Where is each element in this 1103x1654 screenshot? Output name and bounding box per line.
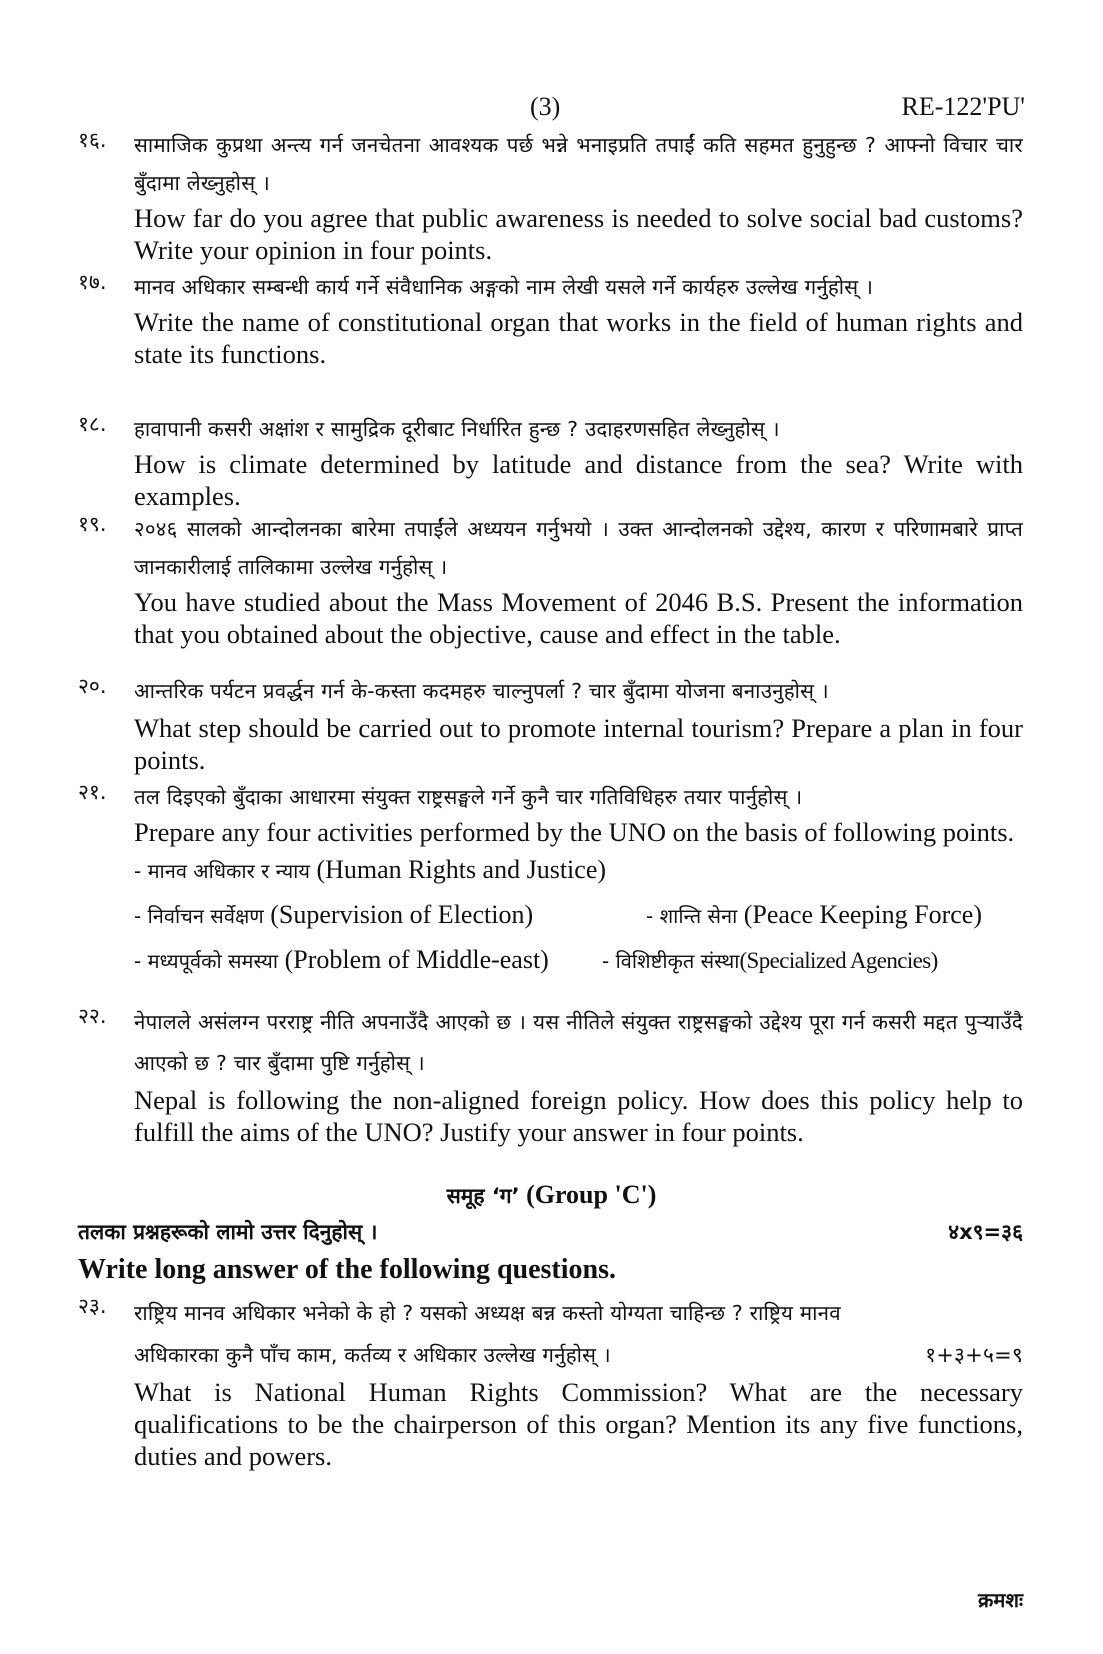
paper-code: RE-122'PU': [901, 92, 1025, 121]
group-c-instruction-nepali: [78, 1218, 1023, 1246]
question-marks: १+३+५=९: [925, 1343, 1023, 1367]
point-line-3: [134, 938, 1023, 983]
point-line-1: [134, 848, 1023, 893]
question-text-nepali: २०४६ सालको आन्दोलनका बारेमा तपाईंले अध्ययन गर्नुभयो । उक्त आन्दोलनको उद्देश्य, कारण र परिणामबारे प्राप्त जानकारीलाई तालिकामा उल्लेख गर्नुहोस् ।: [134, 517, 1023, 579]
question-text-nepali: सामाजिक कुप्रथा अन्त्य गर्न जनचेतना आवश्यक पर्छ भन्ने भनाइप्रति तपाईं कति सहमत हुनुहुन्छ ? आफ्नो विचार चार बुँदामा लेख्नुहोस् ।: [134, 133, 1023, 195]
question-number: १९.: [78, 512, 107, 536]
question-number: २३.: [78, 1294, 107, 1318]
question-22: [78, 1002, 1023, 1148]
point-english: (Peace Keeping Force): [737, 900, 982, 929]
point-english: (Supervision of Election): [263, 900, 534, 929]
question-number: २१.: [78, 780, 107, 804]
point-nepali: - मध्यपूर्वको समस्या: [134, 949, 279, 973]
question-20: [78, 672, 1023, 776]
question-text-english: How far do you agree that public awareness is needed to solve social bad customs? Write your opinion in four points.: [134, 203, 1023, 265]
group-c-title: [0, 1180, 1103, 1210]
question-text-english: Nepal is following the non-aligned foreign policy. How does this policy help to fulfill the aims of the UNO? Justify your answer in four points.: [134, 1085, 1023, 1147]
question-23: [78, 1292, 1023, 1472]
question-number: २०.: [78, 674, 107, 698]
question-text-nepali: तल दिइएको बुँदाका आधारमा संयुक्त राष्ट्रसङ्घले गर्ने कुनै चार गतिविधिहरु तयार पार्नुहोस् ।: [134, 785, 803, 809]
question-19: [78, 510, 1023, 650]
point-nepali: - विशिष्टीकृत संस्था: [602, 949, 740, 973]
group-c-instruction-english: Write long answer of the following questions.: [78, 1254, 616, 1285]
question-text-nepali: अधिकारका कुनै पाँच काम, कर्तव्य र अधिकार उल्लेख गर्नुहोस् ।: [134, 1343, 611, 1367]
question-text-nepali-line-2: [134, 1334, 1023, 1376]
point-nepali: - मानव अधिकार र न्याय: [134, 859, 310, 883]
point-english: (Specialized Agencies): [739, 948, 938, 973]
question-text-english: How is climate determined by latitude and distance from the sea? Write with examples.: [134, 449, 1023, 511]
question-text-nepali: हावापानी कसरी अक्षांश र सामुद्रिक दूरीबाट निर्धारित हुन्छ ? उदाहरणसहित लेख्नुहोस् ।: [134, 417, 780, 441]
point-line-2: [134, 893, 1023, 938]
question-number: १८.: [78, 412, 107, 436]
question-text-nepali: आन्तरिक पर्यटन प्रवर्द्धन गर्न के-कस्ता कदमहरु चाल्नुपर्ला ? चार बुँदामा योजना बनाउनुहोस् ।: [134, 679, 829, 703]
page-number: (3): [530, 92, 561, 121]
question-number: १६.: [78, 128, 107, 152]
point-nepali: - निर्वाचन सर्वेक्षण: [134, 904, 264, 928]
question-text-english: Prepare any four activities performed by the UNO on the basis of following points.: [134, 817, 1015, 847]
point-english: (Problem of Middle-east): [278, 945, 549, 974]
question-18: [78, 410, 1023, 512]
question-17: [78, 268, 1023, 370]
question-text-nepali: मानव अधिकार सम्बन्धी कार्य गर्ने संवैधानिक अङ्गको नाम लेखी यसले गर्ने कार्यहरु उल्लेख गर्नुहोस् ।: [134, 275, 874, 299]
group-title-english: (Group 'C'): [519, 1180, 657, 1209]
question-text-english: What step should be carried out to promote internal tourism? Prepare a plan in four points.: [134, 713, 1023, 775]
page-header: [0, 92, 1103, 128]
question-text-nepali-line-1: राष्ट्रिय मानव अधिकार भनेको के हो ? यसको अध्यक्ष बन्न कस्तो योग्यता चाहिन्छ ? राष्ट्रिय मानव: [134, 1301, 841, 1325]
question-text-english: You have studied about the Mass Movement of 2046 B.S. Present the information that you obtained about the objective, cause and effect in the table.: [134, 587, 1023, 649]
question-text-english: What is National Human Rights Commission? What are the necessary qualifications to be the chairperson of this organ? Mention its any five functions, duties and powers.: [134, 1377, 1023, 1471]
question-text-nepali: नेपालले असंलग्न परराष्ट्र नीति अपनाउँदै आएको छ । यस नीतिले संयुक्त राष्ट्रसङ्घको उद्देश्य पूरा गर्न कसरी मद्दत पुऱ्याउँदै आएको छ ? चार बुँदामा पुष्टि गर्नुहोस् ।: [134, 1010, 1023, 1075]
question-text-english: Write the name of constitutional organ that works in the field of human rights and state its functions.: [134, 307, 1023, 369]
question-number: २२.: [78, 1004, 107, 1028]
continued-label: क्रमशः: [978, 1588, 1023, 1612]
group-title-nepali: समूह ‘ग’: [446, 1184, 520, 1208]
point-english: (Human Rights and Justice): [309, 855, 607, 884]
point-nepali: - शान्ति सेना: [646, 904, 738, 928]
instruction-text: तलका प्रश्नहरूको लामो उत्तर दिनुहोस् ।: [78, 1220, 378, 1244]
question-21: [78, 778, 1023, 983]
question-number: १७.: [78, 270, 107, 294]
group-marks: ४x९=३६: [948, 1220, 1023, 1244]
question-16: [78, 126, 1023, 266]
